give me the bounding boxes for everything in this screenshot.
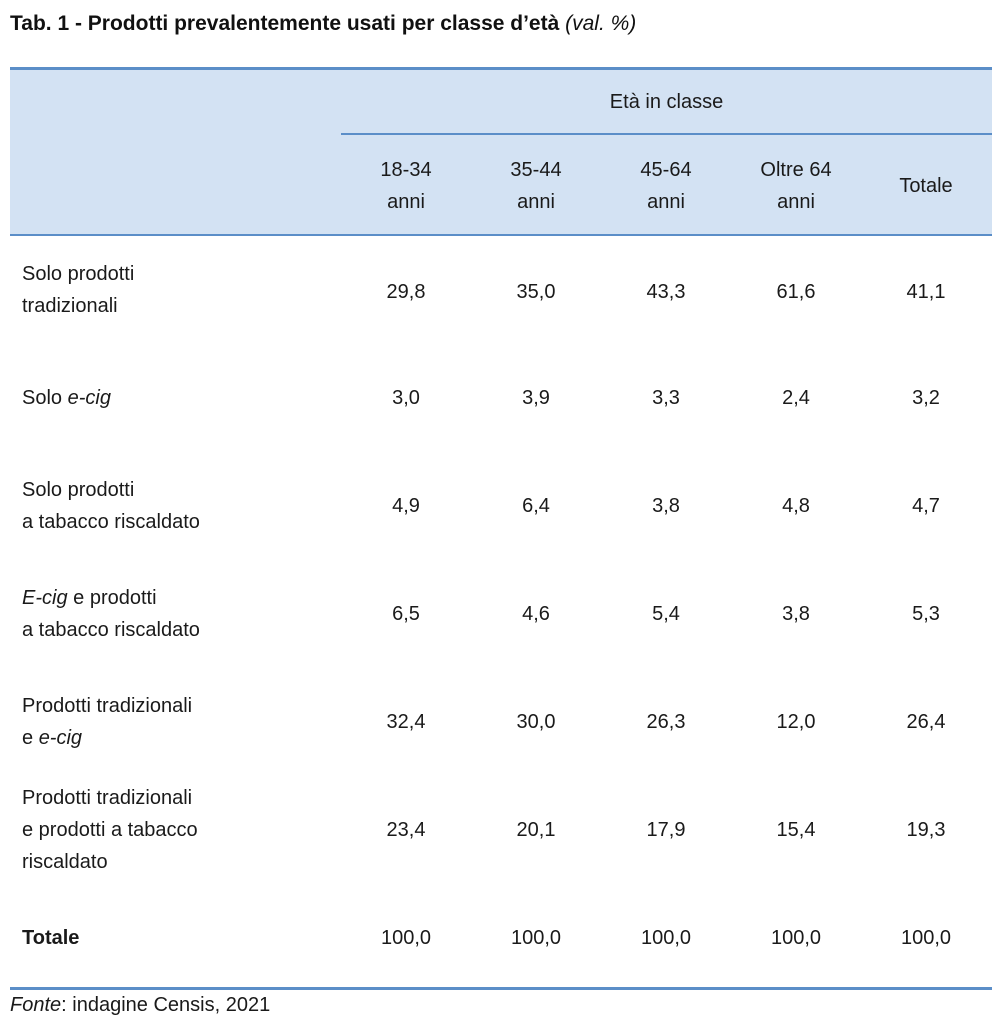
table-cell: 4,9	[392, 495, 420, 517]
table-cell: 100,0	[900, 927, 952, 949]
column-header-18-34: 18-34 anni	[380, 159, 432, 213]
column-header-35-44: 35-44 anni	[510, 159, 562, 213]
table-cell: 43,3	[646, 281, 686, 303]
table-cell: 26,3	[646, 711, 686, 733]
table-cell: 3,2	[912, 387, 940, 409]
table-title	[10, 8, 636, 40]
table-cell: 3,3	[652, 387, 680, 409]
table-cell: 2,4	[782, 387, 810, 409]
table-cell: 29,8	[386, 281, 426, 303]
table-cell: 3,9	[522, 387, 550, 409]
table-cell: 19,3	[906, 819, 946, 841]
table-cell: 100,0	[770, 927, 822, 949]
table-cell: 6,5	[392, 603, 420, 625]
table-cell: 23,4	[386, 819, 426, 841]
table-cell: 5,3	[912, 603, 940, 625]
row-label-total: Totale	[22, 927, 80, 949]
table-cell: 20,1	[516, 819, 556, 841]
table-cell: 32,4	[386, 711, 426, 733]
column-header-45-64: 45-64 anni	[640, 159, 692, 213]
table-cell: 3,0	[392, 387, 420, 409]
source-label: Fonte	[10, 994, 62, 1016]
table-header-rule	[10, 234, 992, 236]
column-header-over-64: Oltre 64 anni	[760, 159, 832, 213]
table-cell: 17,9	[646, 819, 686, 841]
age-group-underline	[341, 133, 992, 135]
row-label-traditional-only: Solo prodotti tradizionali	[22, 263, 135, 317]
table-cell: 5,4	[652, 603, 680, 625]
table-cell: 41,1	[906, 281, 946, 303]
table-cell: 4,7	[912, 495, 940, 517]
table-cell: 30,0	[516, 711, 556, 733]
table-cell: 100,0	[510, 927, 562, 949]
source-text: : indagine Censis, 2021	[61, 994, 271, 1016]
table-cell: 61,6	[776, 281, 816, 303]
table-cell: 35,0	[516, 281, 556, 303]
row-label-ecig-only: Solo e-cig	[22, 387, 111, 409]
table-cell: 4,6	[522, 603, 550, 625]
row-label-ecig-and-heated-tobacco: E-cig e prodotti a tabacco riscaldato	[22, 587, 200, 641]
source-note	[10, 990, 270, 1020]
column-header-total: Totale	[899, 175, 953, 197]
table-cell: 4,8	[782, 495, 810, 517]
table-title-main: Tab. 1 - Prodotti prevalentemente usati per classe d’età	[10, 12, 560, 35]
table-cell: 6,4	[522, 495, 550, 517]
table-cell: 100,0	[380, 927, 432, 949]
row-label-traditional-and-ecig: Prodotti tradizionali e e-cig	[22, 695, 193, 749]
table-cell: 3,8	[652, 495, 680, 517]
table-cell: 100,0	[640, 927, 692, 949]
table-title-unit: (val. %)	[565, 12, 637, 35]
table-cell: 12,0	[776, 711, 816, 733]
row-label-heated-tobacco-only: Solo prodotti a tabacco riscaldato	[22, 479, 200, 533]
table-cell: 3,8	[782, 603, 810, 625]
table-cell: 26,4	[906, 711, 946, 733]
row-label-traditional-and-heated-tobacco: Prodotti tradizionali e prodotti a tabacco riscaldato	[22, 787, 198, 873]
age-group-header: Età in classe	[609, 91, 724, 113]
table-cell: 15,4	[776, 819, 816, 841]
